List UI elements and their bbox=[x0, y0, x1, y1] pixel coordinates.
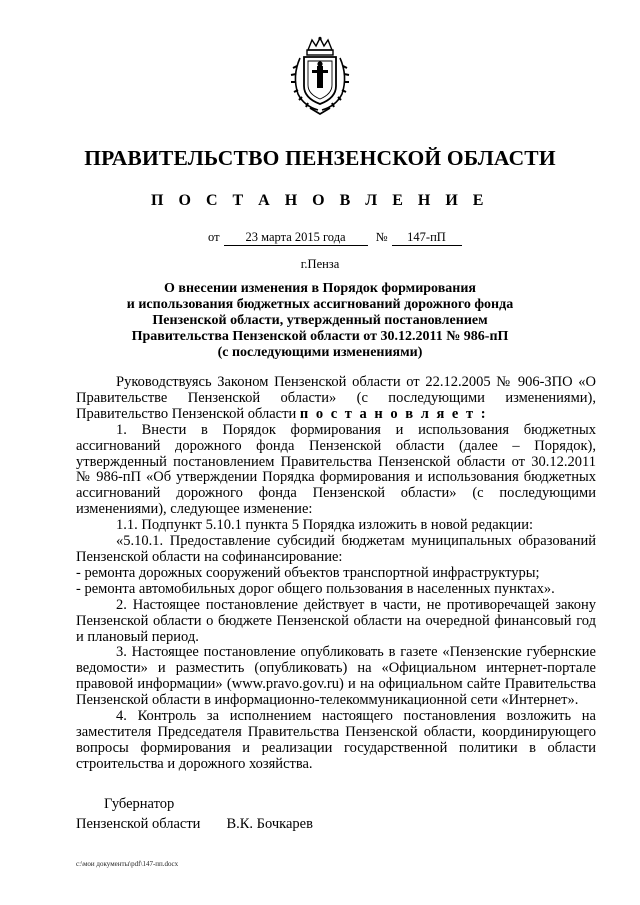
clause-paragraph: 2. Настоящее постановление действует в части, не противоречащей закону Пензенской области о бюджете Пензенской области на очередной финансовый год и плановый период. bbox=[76, 596, 596, 645]
coat-of-arms-icon bbox=[288, 36, 352, 116]
list-item: - ремонта автомобильных дорог общего пользования в населенных пунктах». bbox=[76, 580, 555, 597]
date-number-line bbox=[208, 230, 462, 246]
clause-paragraph: 1.1. Подпункт 5.10.1 пункта 5 Порядка изложить в новой редакции: bbox=[116, 517, 533, 534]
document-body bbox=[76, 375, 596, 773]
title-line: О внесении изменения в Порядок формирования bbox=[164, 281, 476, 296]
organization-name: ПРАВИТЕЛЬСТВО ПЕНЗЕНСКОЙ ОБЛАСТИ bbox=[84, 146, 556, 170]
document-type: П О С Т А Н О В Л Е Н И Е bbox=[151, 192, 489, 209]
signatory-name: В.К. Бочкарев bbox=[226, 816, 313, 832]
signatory-position: Губернатор bbox=[104, 796, 175, 812]
clause-paragraph: 4. Контроль за исполнением настоящего постановления возложить на заместителя Председателя Правительства Пензенской области, координирующего вопросы формирования и реализации государственной политики в области строительства и дорожного хозяйства. bbox=[76, 708, 596, 772]
title-line: Пензенской области, утвержденный постановлением bbox=[152, 313, 488, 328]
clause-paragraph: 3. Настоящее постановление опубликовать в газете «Пензенские губернские ведомости» и разместить (опубликовать) на «Официальном интернет-портале правовой информации» (www.pravo.gov.ru) и на официальном сайте Правительства Пензенской области в информационно-телекоммуникационной сети «Интернет». bbox=[76, 644, 596, 709]
date-prefix: от bbox=[208, 230, 220, 244]
clause-paragraph: «5.10.1. Предоставление субсидий бюджетам муниципальных образований Пензенской области на софинансирование: bbox=[76, 533, 596, 565]
preamble-text: Руководствуясь Законом Пензенской области от 22.12.2005 № 906-ЗПО «О Правительстве Пензенской области» (с последующими изменениями), Правительство Пензенской области bbox=[76, 374, 596, 422]
number-label: № bbox=[375, 230, 388, 244]
document-number: 147-пП bbox=[392, 230, 462, 246]
document-date: 23 марта 2015 года bbox=[224, 230, 368, 246]
list-item: - ремонта дорожных сооружений объектов транспортной инфраструктуры; bbox=[76, 564, 540, 581]
preamble-paragraph bbox=[76, 375, 596, 423]
document-title bbox=[100, 281, 540, 361]
decree-word: п о с т а н о в л я е т : bbox=[299, 405, 488, 422]
title-line: и использования бюджетных ассигнований дорожного фонда bbox=[126, 297, 514, 312]
signatory-region-line bbox=[76, 814, 313, 834]
title-line: (с последующими изменениями) bbox=[217, 345, 423, 360]
file-path-footer: c:\мои документы\pdf\147-пп.docx bbox=[76, 860, 179, 868]
city: г.Пенза bbox=[300, 257, 340, 271]
signatory-region: Пензенской области bbox=[76, 816, 201, 832]
clause-paragraph: 1. Внести в Порядок формирования и использования бюджетных ассигнований дорожного фонда Пензенской области (далее – Порядок), утвержденный постановлением Правительства Пензенской области от 30.12.2011 № 986-пП «Об утверждении Порядка формирования и использования бюджетных ассигнований дорожного фонда Пензенской области» (с последующими изменениями), следующее изменение: bbox=[76, 421, 596, 518]
signature-block bbox=[76, 794, 313, 834]
title-line: Правительства Пензенской области от 30.12.2011 № 986-пП bbox=[131, 329, 509, 344]
